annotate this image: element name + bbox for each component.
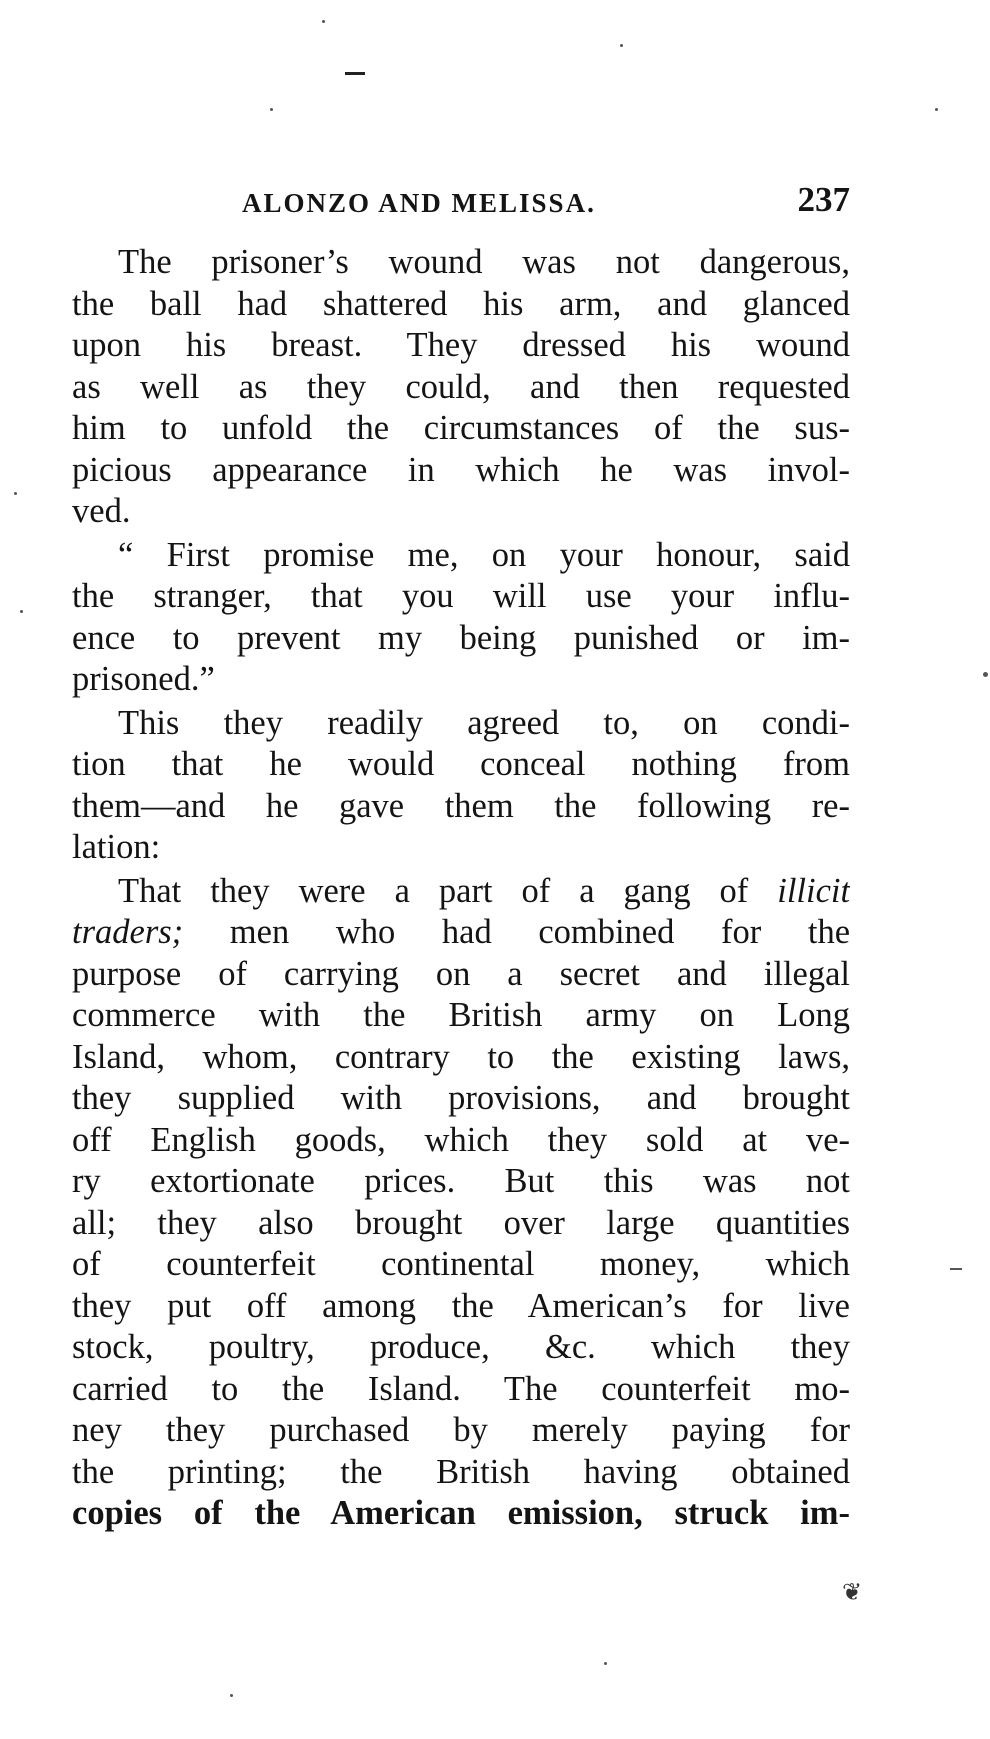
paper-speck	[270, 108, 273, 111]
printing-mark	[345, 72, 365, 75]
text-line: the printing; the British having obtained	[72, 1452, 850, 1491]
text-line: This they readily agreed to, on condi-	[118, 703, 850, 742]
italic-word: illicit	[777, 871, 850, 910]
text-line: stock, poultry, produce, &c. which they	[72, 1328, 850, 1366]
paragraph-4	[72, 871, 850, 1535]
text-line: ney they purchased by merely paying for	[72, 1411, 850, 1449]
paper-speck	[950, 1268, 962, 1270]
paper-speck	[20, 610, 23, 613]
text-line: off English goods, which they sold at ve-	[72, 1120, 850, 1159]
text-line: them—and he gave them the following re-	[72, 786, 850, 825]
text-line: the ball had shattered his arm, and glanced	[72, 284, 850, 323]
text-line: picious appearance in which he was invol-	[72, 450, 850, 489]
paper-speck	[230, 1694, 233, 1697]
paper-speck	[620, 44, 623, 47]
text-line: tion that he would conceal nothing from	[72, 745, 850, 783]
text-line: purpose of carrying on a secret and illegal	[72, 954, 850, 993]
text-line: as well as they could, and then requested	[72, 367, 850, 406]
paragraph-2	[72, 535, 850, 701]
text-line: ved.	[72, 492, 131, 530]
page-header	[72, 180, 850, 224]
body-text	[72, 242, 850, 1535]
text-line: traders; men who had combined for the	[72, 913, 850, 951]
text-line: “ First promise me, on your honour, said	[118, 535, 850, 574]
text-line: him to unfold the circumstances of the sus-	[72, 409, 850, 447]
text-line: the stranger, that you will use your influ-	[72, 577, 850, 615]
running-title: ALONZO AND MELISSA.	[242, 188, 596, 218]
text-line: That they were a part of a gang of illicit	[118, 871, 850, 910]
text-line: upon his breast. They dressed his wound	[72, 326, 850, 364]
text-line: ry extortionate prices. But this was not	[72, 1162, 850, 1200]
text-line: commerce with the British army on Long	[72, 996, 850, 1034]
text-line: ence to prevent my being punished or im-	[72, 618, 850, 657]
text-line: they supplied with provisions, and brought	[72, 1079, 850, 1117]
paper-speck	[935, 108, 938, 111]
ink-blot: ❦	[842, 1580, 863, 1606]
text-line: Island, whom, contrary to the existing laws,	[72, 1037, 850, 1076]
text-line: The prisoner’s wound was not dangerous,	[118, 243, 850, 281]
text-line: carried to the Island. The counterfeit mo-	[72, 1369, 850, 1408]
paper-speck	[604, 1662, 607, 1665]
text-line: prisoned.”	[72, 660, 215, 698]
paper-speck	[983, 672, 988, 677]
italic-word: traders;	[72, 913, 184, 951]
text-line: of counterfeit continental money, which	[72, 1245, 850, 1283]
paragraph-1	[72, 242, 850, 533]
paper-speck	[322, 20, 325, 23]
page-number: 237	[797, 180, 850, 219]
text-line: they put off among the American’s for live	[72, 1286, 850, 1325]
text-line: lation:	[72, 828, 161, 866]
paper-speck	[14, 492, 17, 495]
paragraph-3	[72, 703, 850, 869]
text-line: all; they also brought over large quantities	[72, 1203, 850, 1242]
text-line: copies of the American emission, struck im-	[72, 1494, 850, 1532]
